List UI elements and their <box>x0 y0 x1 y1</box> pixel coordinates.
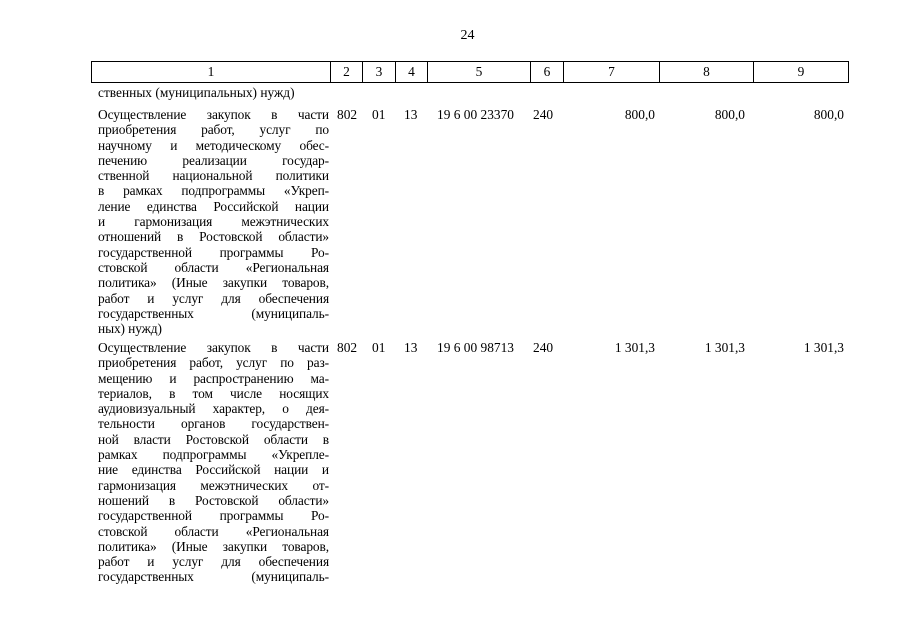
description-line: политика» (Иные закупки товаров, <box>98 275 329 291</box>
description-line: государственных (муниципаль- <box>98 305 329 321</box>
amount-column-8: 1 301,3 <box>704 340 745 355</box>
description-line: в рамках подпрограммы «Укреп- <box>98 183 329 199</box>
subsection-code: 13 <box>404 107 418 122</box>
header-cell-6: 6 <box>531 62 564 83</box>
header-cell-3: 3 <box>363 62 396 83</box>
description-line: Осуществление закупок в части <box>98 107 329 122</box>
description-line: научному и методическому обес- <box>98 137 329 153</box>
description-line: печению реализации государ- <box>98 152 329 168</box>
section-code: 01 <box>372 340 386 355</box>
description-line: стовской области «Региональная <box>98 523 329 539</box>
header-cell-2: 2 <box>331 62 363 83</box>
amount-column-7: 1 301,3 <box>614 340 655 355</box>
header-cell-8: 8 <box>660 62 754 83</box>
header-cell-9: 9 <box>754 62 849 83</box>
description-line: ственной национальной политики <box>98 168 329 184</box>
amount-column-8: 800,0 <box>714 107 745 122</box>
section-code: 01 <box>372 107 386 122</box>
description-line: отношений в Ростовской области» <box>98 229 329 245</box>
expense-type-code: 240 <box>533 107 554 122</box>
description-line: государственной программы Ро- <box>98 508 329 524</box>
description-line: приобретения работ, услуг по <box>98 122 329 138</box>
page-number: 24 <box>460 28 475 43</box>
row-description <box>98 107 329 336</box>
header-cell-1: 1 <box>92 62 331 83</box>
target-article-code: 19 6 00 23370 <box>437 107 514 122</box>
column-header-table <box>91 61 849 83</box>
description-line: политика» (Иные закупки товаров, <box>98 538 329 554</box>
description-line: мещению и распространению ма- <box>98 370 329 386</box>
description-line: гармонизация межэтнических от- <box>98 477 329 493</box>
description-line: Осуществление закупок в части <box>98 340 329 355</box>
description-line: рамках подпрограммы «Укрепле- <box>98 447 329 463</box>
amount-column-9: 800,0 <box>813 107 844 122</box>
description-line: работ и услуг для обеспечения <box>98 290 329 306</box>
description-line: ление единства Российской нации <box>98 198 329 214</box>
admin-code: 802 <box>337 107 358 122</box>
amount-column-7: 800,0 <box>624 107 655 122</box>
target-article-code: 19 6 00 98713 <box>437 340 514 355</box>
header-cell-7: 7 <box>564 62 660 83</box>
description-line: ношений в Ростовской области» <box>98 492 329 508</box>
description-line: и гармонизация межэтнических <box>98 214 329 230</box>
description-line: ние единства Российской нации и <box>98 462 329 478</box>
subsection-code: 13 <box>404 340 418 355</box>
description-line: приобретения работ, услуг по раз- <box>98 355 329 371</box>
description-line: тельности органов государствен- <box>98 416 329 432</box>
description-line: государственной программы Ро- <box>98 244 329 260</box>
row-description <box>98 340 329 585</box>
description-line: териалов, в том числе носящих <box>98 385 329 401</box>
amount-column-9: 1 301,3 <box>803 340 844 355</box>
header-row <box>92 62 849 83</box>
description-line: аудиовизуальный характер, о дея- <box>98 401 329 417</box>
admin-code: 802 <box>337 340 358 355</box>
expense-type-code: 240 <box>533 340 554 355</box>
continuation-text: ственных (муниципальных) нужд) <box>98 85 295 100</box>
header-cell-4: 4 <box>396 62 428 83</box>
description-line: работ и услуг для обеспечения <box>98 554 329 570</box>
description-line: ных) нужд) <box>98 321 162 337</box>
description-line: государственных (муниципаль- <box>98 569 329 585</box>
description-line: стовской области «Региональная <box>98 259 329 275</box>
header-cell-5: 5 <box>428 62 531 83</box>
description-line: ной власти Ростовской области в <box>98 431 329 447</box>
